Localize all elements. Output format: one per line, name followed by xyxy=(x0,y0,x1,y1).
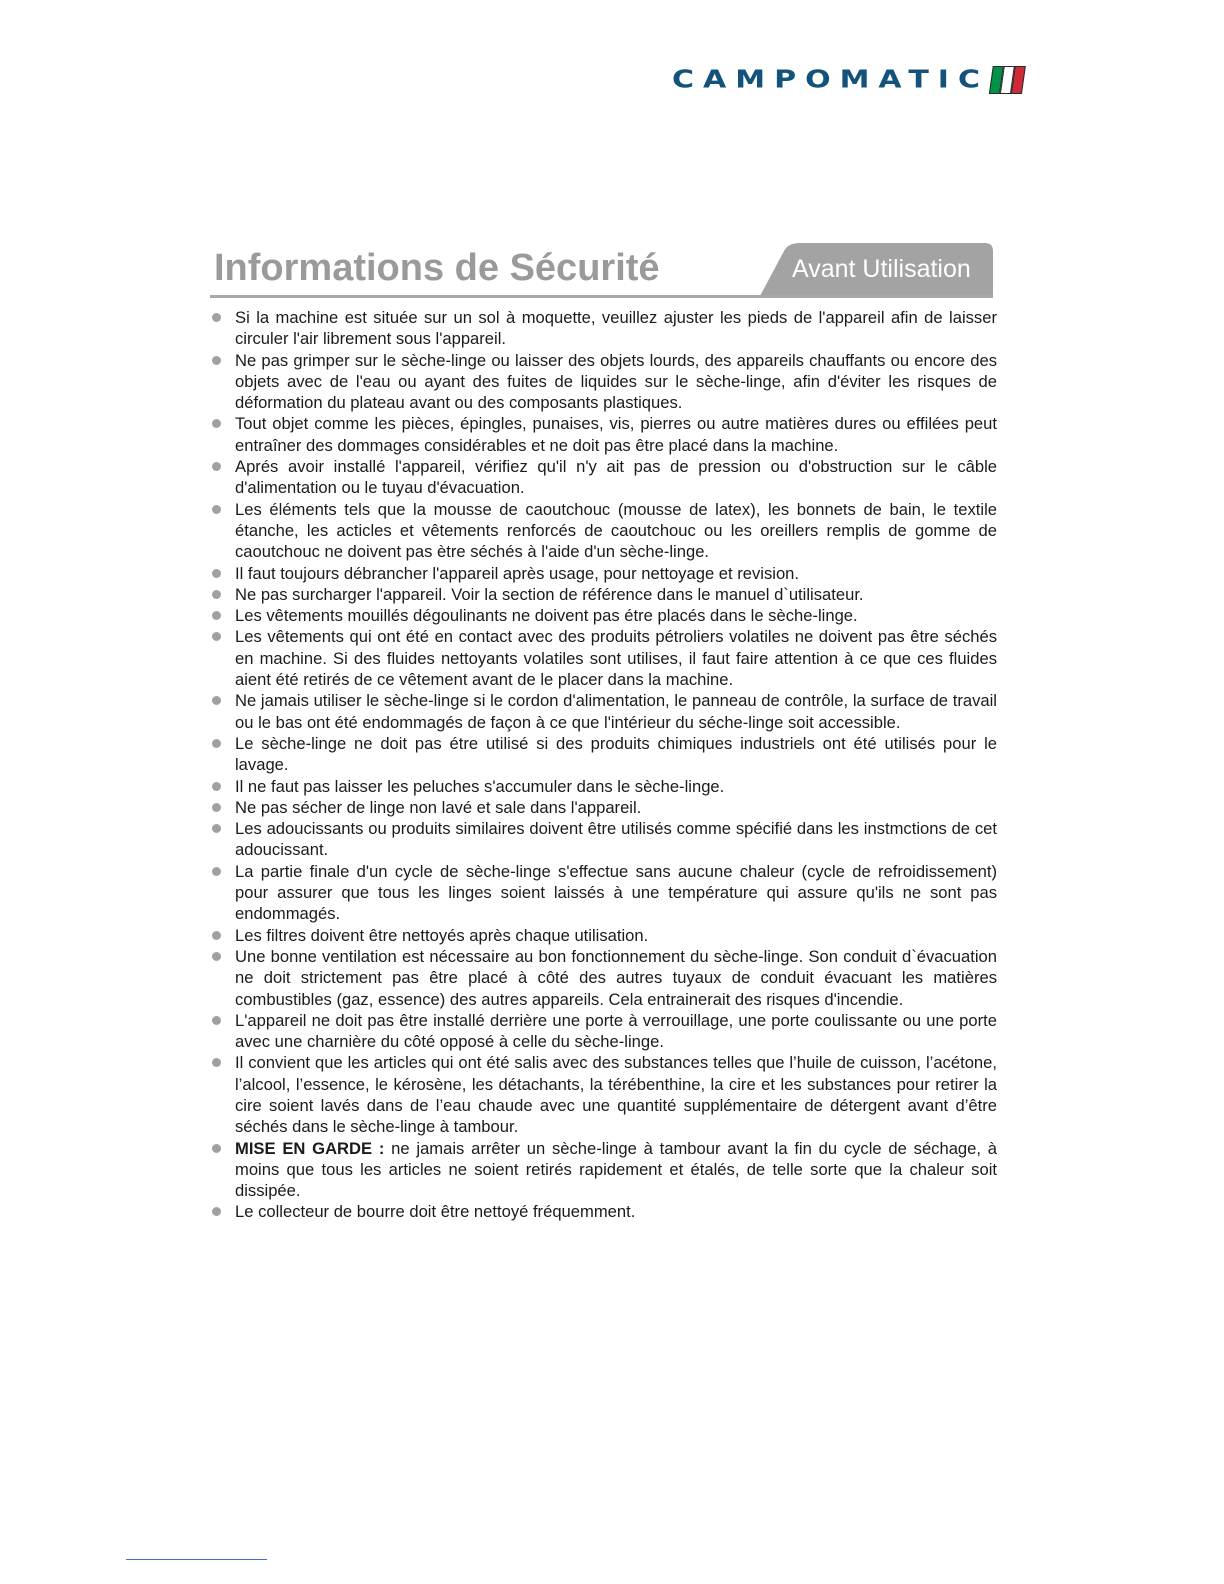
item-text: Le sèche-linge ne doit pas étre utilisé si des produits chimiques industriels ont été utilisés pour le lavage. xyxy=(235,733,997,775)
list-item xyxy=(210,818,997,861)
header-rule xyxy=(210,295,993,298)
item-text: Il convient que les articles qui ont été salis avec des substances telles que l’huile de cuisson, l’acétone, l’alcool, l’essence, le kérosène, les détachants, la térébenthine, la cire et les substances pour retirer la cire soient lavés dans de l’eau chaude avec une quantité supplémentaire de détergent avant d’être séchés dans le sèche-linge à tambour. xyxy=(235,1053,997,1137)
item-text: Tout objet comme les pièces, épingles, punaises, vis, pierres ou autre matières dures ou effilées peut entraîner des dommages considérables et ne doit pas être placé dans la machine. xyxy=(235,414,997,455)
bullet-icon xyxy=(212,1058,221,1067)
bullet-icon xyxy=(212,569,221,578)
list-item xyxy=(210,733,997,776)
item-text: Il faut toujours débrancher l'appareil après usage, pour nettoyage et revision. xyxy=(235,563,800,583)
item-text: Le collecteur de bourre doit être nettoyé fréquemment. xyxy=(235,1202,636,1222)
item-text: Les éléments tels que la mousse de caoutchouc (mousse de latex), les bonnets de bain, le textile étanche, les acticles et vêtements renforcés de caoutchouc ou les oreillers remplis de gomme de caoutchouc ne doivent pas ètre séchés à l'aide d'un sèche-linge. xyxy=(235,499,997,562)
section-tab xyxy=(760,243,993,296)
bullet-icon xyxy=(212,952,221,961)
item-strong: MISE EN GARDE : xyxy=(235,1138,385,1158)
item-text: Les vêtements mouillés dégoulinants ne doivent pas étre placés dans le sèche-linge. xyxy=(235,606,858,626)
page-title: Informations de Sécurité xyxy=(214,247,660,289)
item-text: ne jamais arrêter un sèche-linge à tambour avant la fin du cycle de séchage, à moins que tous les articles ne soient retirés rapidement et étalés, de telle sorte que la chaleur soit dissipée. xyxy=(235,1138,997,1201)
list-item xyxy=(210,1010,997,1053)
list-item xyxy=(210,1201,997,1222)
bullet-icon xyxy=(212,931,221,940)
list-item xyxy=(210,946,997,1010)
section-header xyxy=(210,243,993,297)
italian-flag-icon xyxy=(989,66,1026,92)
brand-logo xyxy=(672,63,1024,95)
list-item xyxy=(210,499,997,563)
brand-name: CAMPOMATIC xyxy=(672,64,989,94)
list-item xyxy=(210,563,997,584)
item-text: Ne pas grimper sur le sèche-linge ou laisser des objets lourds, des appareils chauffants ou encore des objets avec de l'eau ou ayant des fuites de liquides sur le sèche-linge, afin d'éviter les risques de déformation du plateau avant ou des composants plastiques. xyxy=(235,350,997,413)
list-item xyxy=(210,307,997,350)
bullet-icon xyxy=(212,590,221,599)
bullet-icon xyxy=(212,419,221,428)
item-text: Il ne faut pas laisser les peluches s'accumuler dans le sèche-linge. xyxy=(235,776,725,796)
item-text: Les filtres doivent être nettoyés après chaque utilisation. xyxy=(235,925,649,945)
bullet-icon xyxy=(212,632,221,641)
list-item xyxy=(210,350,997,414)
footer-line xyxy=(126,1559,267,1560)
item-text: Une bonne ventilation est nécessaire au bon fonctionnement du sèche-linge. Son conduit d`évacuation ne doit strictement pas être placé à côté des autres tuyaux de conduit évacuant les matières combustibles (gaz, essence) des autres appareils. Cela entrainerait des risques d'incendie. xyxy=(235,946,997,1009)
list-item xyxy=(210,605,997,626)
bullet-icon xyxy=(212,505,221,514)
bullet-icon xyxy=(212,356,221,365)
bullet-icon xyxy=(212,462,221,471)
bullet-icon xyxy=(212,824,221,833)
list-item xyxy=(210,1138,997,1202)
tab-label: Avant Utilisation xyxy=(792,255,971,283)
bullet-icon xyxy=(212,611,221,620)
bullet-icon xyxy=(212,1207,221,1216)
list-item xyxy=(210,690,997,733)
bullet-icon xyxy=(212,1016,221,1025)
item-text: Aprés avoir installé l'appareil, vérifiez qu'il n'y ait pas de pression ou d'obstruction sur le câble d'alimentation ou le tuyau d'évacuation. xyxy=(235,457,997,498)
bullet-icon xyxy=(212,867,221,876)
list-item xyxy=(210,456,997,499)
item-text: Ne pas surcharger l'appareil. Voir la section de référence dans le manuel d`utilisateur. xyxy=(235,584,864,604)
bullet-icon xyxy=(212,739,221,748)
item-text: La partie finale d'un cycle de sèche-linge s'effectue sans aucune chaleur (cycle de refroidissement) pour assurer que tous les linges soient laissés à une température qui assure qu'ils ne sont pas endommagés. xyxy=(235,861,997,924)
list-item xyxy=(210,925,997,946)
list-item xyxy=(210,413,997,456)
item-text: Les adoucissants ou produits similaires doivent être utilisés comme spécifié dans les instmctions de cet adoucissant. xyxy=(235,819,997,860)
item-text: Les vêtements qui ont été en contact avec des produits pétroliers volatiles ne doivent pas être séchés en machine. Si des fluides nettoyants volatiles sont utilises, il faut faire attention à ce que ces fluides aient été retirés de ce vêtement avant de le placer dans la machine. xyxy=(235,627,997,690)
bullet-icon xyxy=(212,782,221,791)
safety-list xyxy=(210,307,997,1223)
bullet-icon xyxy=(212,1144,221,1153)
item-text: Ne pas sécher de linge non lavé et sale dans l'appareil. xyxy=(235,797,642,817)
item-text: L'appareil ne doit pas être installé derrière une porte à verrouillage, une porte coulissante ou une porte avec une charnière du côté opposé à celle du sèche-linge. xyxy=(235,1010,997,1052)
list-item xyxy=(210,626,997,690)
list-item xyxy=(210,776,997,797)
list-item xyxy=(210,584,997,605)
bullet-icon xyxy=(212,803,221,812)
list-item xyxy=(210,861,997,925)
list-item xyxy=(210,797,997,818)
item-text: Si la machine est située sur un sol à moquette, veuillez ajuster les pieds de l'appareil afin de laisser circuler l'air librement sous l'appareil. xyxy=(235,308,997,349)
bullet-icon xyxy=(212,313,221,322)
list-item xyxy=(210,1052,997,1137)
bullet-icon xyxy=(212,696,221,705)
item-text: Ne jamais utiliser le sèche-linge si le cordon d'alimentation, le panneau de contrôle, la surface de travail ou le bas ont été endommagés de façon à ce que l'intérieur du séche-linge soit accessible. xyxy=(235,691,997,732)
